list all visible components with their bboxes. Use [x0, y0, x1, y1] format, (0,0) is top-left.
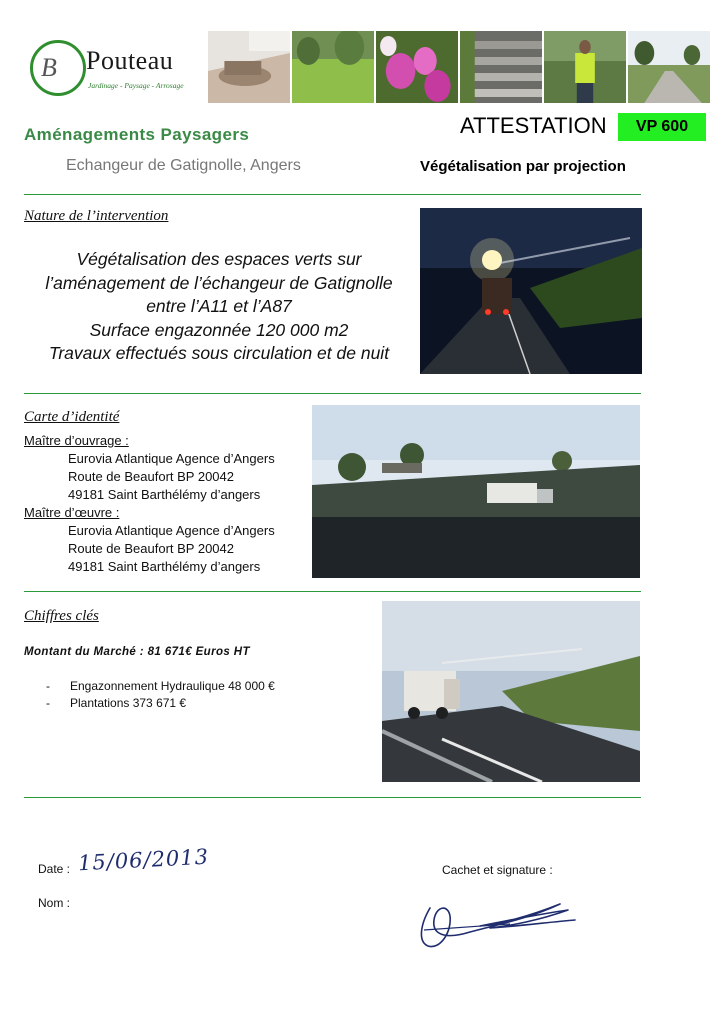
banner-photo-steps — [460, 31, 542, 103]
contract-amount: Montant du Marché : 81 671€ Euros HT — [24, 646, 250, 658]
contractor-line: Eurovia Atlantique Agence d’Angers — [68, 523, 275, 538]
bullet-dash: - — [46, 679, 50, 693]
banner-photo-flowers — [376, 31, 458, 103]
section-title-figures: Chiffres clés — [24, 608, 99, 624]
nature-line: l’aménagement de l’échangeur de Gatignolle — [45, 272, 393, 293]
site-location: Echangeur de Gatignolle, Angers — [66, 157, 301, 174]
contractor-line: 49181 Saint Barthélémy d’angers — [68, 559, 261, 574]
nature-line: Végétalisation des espaces verts sur — [76, 249, 362, 269]
cost-breakdown-list — [46, 678, 275, 712]
logo-monogram: B — [41, 53, 57, 82]
nature-line: entre l’A11 et l’A87 — [146, 296, 292, 316]
bullet-dash: - — [46, 696, 50, 710]
logo-name: Pouteau — [86, 46, 174, 75]
contractor-line: Route de Beaufort BP 20042 — [68, 541, 234, 556]
banner-photo-worker — [544, 31, 626, 103]
section-title-nature: Nature de l’intervention — [24, 208, 169, 224]
list-item — [46, 695, 275, 712]
list-item — [46, 678, 275, 695]
nature-description — [24, 248, 414, 366]
name-label: Nom : — [38, 896, 71, 910]
reference-badge: VP 600 — [618, 113, 706, 141]
company-title: Aménagements Paysagers — [24, 125, 250, 144]
banner-photo-park — [628, 31, 710, 103]
divider — [24, 797, 641, 798]
photo-embankment-truck — [312, 405, 640, 578]
divider — [24, 393, 641, 394]
photo-roadside-spraying — [382, 601, 640, 782]
owner-line: Route de Beaufort BP 20042 — [68, 469, 234, 484]
date-label: Date : — [38, 862, 71, 876]
contractor-label: Maître d’œuvre : — [24, 505, 120, 520]
stamp-signature-label: Cachet et signature : — [442, 863, 553, 877]
section-title-identity: Carte d’identité — [24, 409, 120, 425]
nature-line: Surface engazonnée 120 000 m2 — [89, 319, 349, 340]
cost-item-text: Engazonnement Hydraulique 48 000 € — [70, 679, 275, 693]
identity-details — [24, 432, 314, 576]
company-logo — [30, 36, 205, 100]
banner-photo-stone-wall — [208, 31, 290, 103]
handwritten-date: 15/06/2013 — [77, 844, 210, 876]
handwritten-signature — [410, 880, 580, 955]
divider — [24, 194, 641, 195]
owner-line: Eurovia Atlantique Agence d’Angers — [68, 451, 275, 466]
owner-line: 49181 Saint Barthélémy d’angers — [68, 487, 261, 502]
owner-label: Maître d’ouvrage : — [24, 433, 129, 448]
logo-tagline: Jardinage - Paysage - Arrosage — [88, 81, 184, 90]
logo-emblem-icon — [30, 40, 86, 96]
banner-photo-lawn — [292, 31, 374, 103]
photo-night-spraying — [420, 208, 642, 374]
attestation-label: ATTESTATION — [460, 113, 607, 138]
technique-label: Végétalisation par projection — [420, 158, 626, 175]
nature-line: Travaux effectués sous circulation et de nuit — [48, 343, 390, 363]
divider — [24, 591, 641, 592]
cost-item-text: Plantations 373 671 € — [70, 696, 187, 710]
header-photo-banner — [208, 31, 710, 103]
